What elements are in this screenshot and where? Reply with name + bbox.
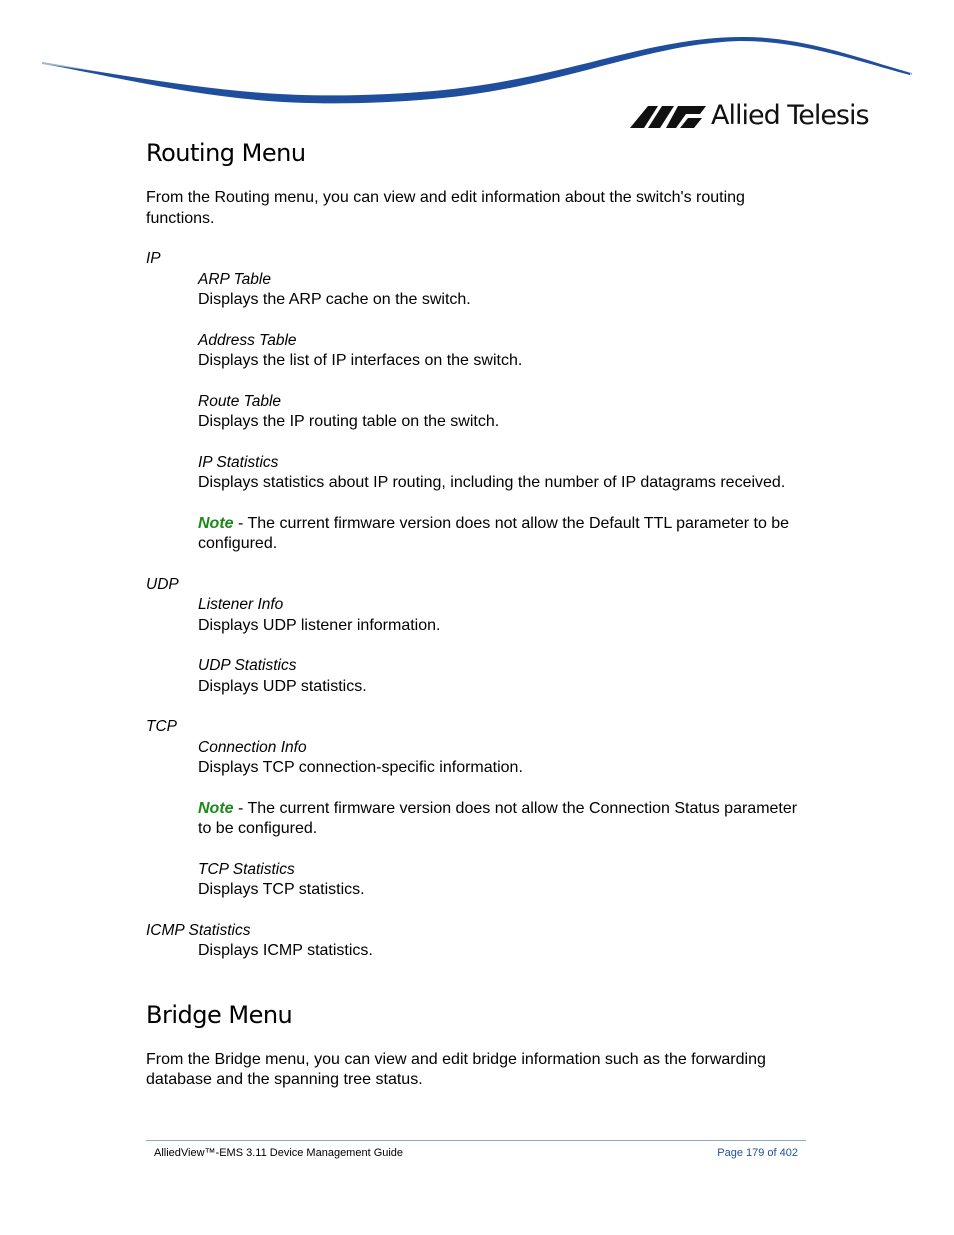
udp-entries [198, 595, 806, 697]
icmp-entries [198, 941, 806, 962]
arp-table-term: ARP Table [198, 270, 271, 288]
tcp-category: TCP [146, 718, 177, 735]
icmp-statistics-desc: Displays ICMP statistics. [198, 942, 373, 959]
logo-wordmark: Allied Telesis [711, 100, 869, 131]
note-label: Note [198, 799, 234, 817]
tcp-note [198, 799, 806, 840]
tcp-statistics-term: TCP Statistics [198, 860, 295, 878]
udp-category: UDP [146, 575, 179, 593]
arp-table-desc: Displays the ARP cache on the switch. [198, 291, 471, 308]
allied-telesis-logo [630, 100, 869, 132]
routing-intro: From the Routing menu, you can view and edit information about the switch's routing functions. [146, 189, 745, 227]
page-content [146, 136, 806, 1091]
page-footer [146, 1140, 806, 1161]
route-table-term: Route Table [198, 392, 282, 410]
footer-doc-title: AlliedView™-EMS 3.11 Device Management Guide [154, 1147, 404, 1159]
listener-info-term: Listener Info [198, 596, 284, 613]
connection-info-term: Connection Info [198, 738, 307, 756]
udp-statistics-desc: Displays UDP statistics. [198, 677, 367, 695]
tcp-entries [198, 738, 806, 901]
tcp-statistics-desc: Displays TCP statistics. [198, 881, 365, 898]
icmp-category: ICMP Statistics [146, 921, 251, 939]
routing-menu-heading: Routing Menu [146, 139, 306, 167]
ip-note [198, 514, 806, 555]
ip-entries [198, 270, 806, 555]
logo-mark-icon [630, 102, 706, 130]
note-label: Note [198, 514, 234, 532]
note-text: - The current firmware version does not allow the Default TTL parameter to be configured. [198, 514, 790, 552]
ip-statistics-term: IP Statistics [198, 453, 279, 471]
note-text: - The current firmware version does not allow the Connection Status parameter to be configured. [198, 799, 798, 837]
udp-statistics-term: UDP Statistics [198, 657, 297, 674]
connection-info-desc: Displays TCP connection-specific information. [198, 759, 523, 776]
route-table-desc: Displays the IP routing table on the switch. [198, 413, 500, 430]
footer-page-number: Page 179 of 402 [717, 1147, 798, 1159]
listener-info-desc: Displays UDP listener information. [198, 616, 441, 634]
address-table-term: Address Table [198, 331, 297, 349]
ip-category: IP [146, 250, 161, 267]
ip-statistics-desc: Displays statistics about IP routing, including the number of IP datagrams received. [198, 474, 786, 491]
address-table-desc: Displays the list of IP interfaces on the switch. [198, 352, 523, 369]
bridge-intro: From the Bridge menu, you can view and edit bridge information such as the forwarding database and the spanning tree status. [146, 1050, 766, 1088]
bridge-menu-heading: Bridge Menu [146, 1000, 293, 1029]
